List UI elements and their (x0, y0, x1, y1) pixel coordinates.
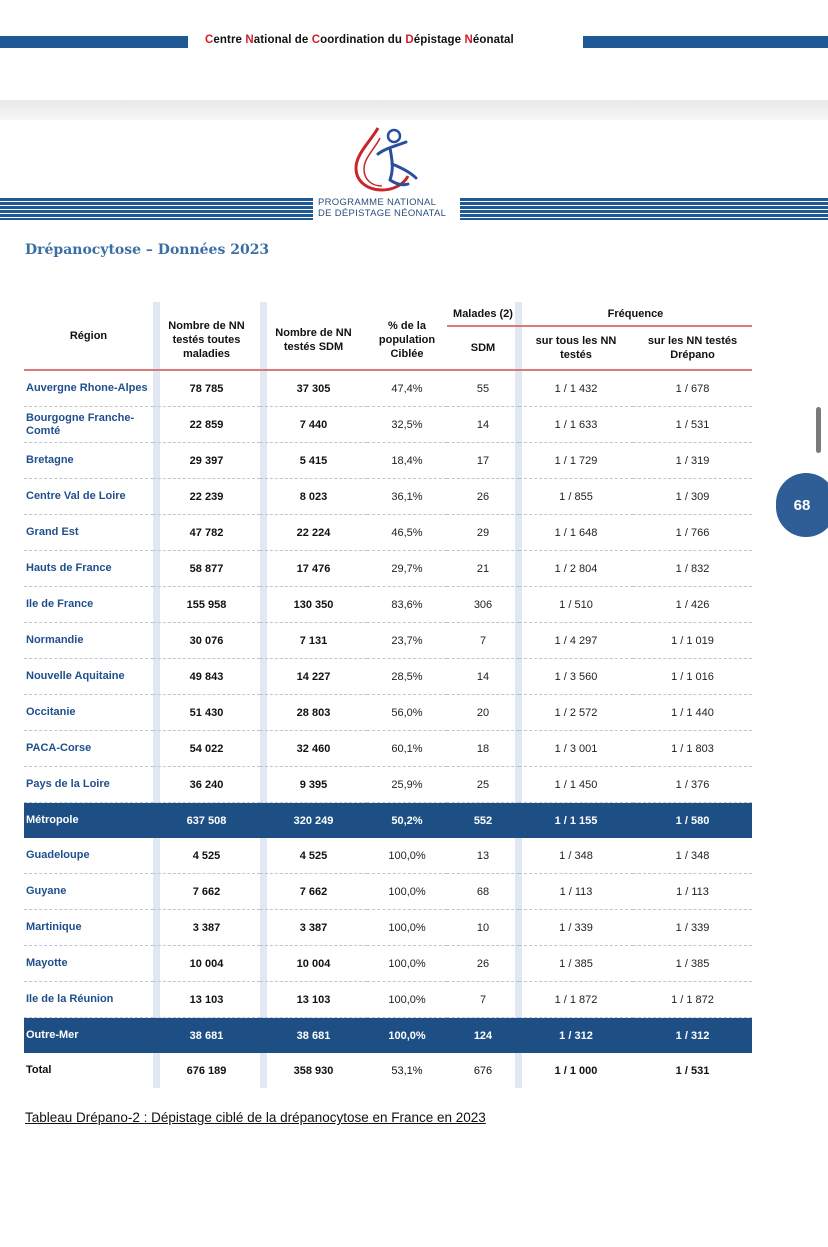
cell-nn-sdm: 5 415 (260, 443, 367, 479)
cell-freq-drep: 1 / 1 019 (633, 623, 752, 659)
cell-region: Outre-Mer (24, 1018, 153, 1054)
cell-pct: 28,5% (367, 659, 447, 695)
cell-freq-drep: 1 / 766 (633, 515, 752, 551)
cell-nn-all: 637 508 (153, 803, 260, 839)
cell-region: Guyane (24, 874, 153, 910)
header-malades-sdm: SDM (470, 342, 496, 354)
header-nn-sdm: Nombre de NN testés SDM (275, 326, 352, 353)
cell-nn-all: 30 076 (153, 623, 260, 659)
cell-region: Ile de France (24, 587, 153, 623)
cell-freq-all: 1 / 2 804 (519, 551, 633, 587)
cell-pct: 100,0% (367, 874, 447, 910)
cell-nn-all: 47 782 (153, 515, 260, 551)
cell-region: Hauts de France (24, 551, 153, 587)
cell-nn-sdm: 9 395 (260, 767, 367, 803)
cell-nn-all: 54 022 (153, 731, 260, 767)
cell-sdm: 7 (447, 982, 519, 1018)
table-row (24, 731, 752, 767)
cell-freq-drep: 1 / 580 (633, 803, 752, 839)
program-band-right (460, 198, 828, 220)
cell-freq-drep: 1 / 1 016 (633, 659, 752, 695)
cell-freq-all: 1 / 312 (519, 1018, 633, 1054)
cell-nn-all: 49 843 (153, 659, 260, 695)
cell-pct: 18,4% (367, 443, 447, 479)
cell-sdm: 17 (447, 443, 519, 479)
cell-pct: 36,1% (367, 479, 447, 515)
table-row (24, 838, 752, 874)
cell-pct: 50,2% (367, 803, 447, 839)
cell-sdm: 124 (447, 1018, 519, 1054)
header-pct: % de la population Ciblée (378, 319, 436, 360)
cell-pct: 56,0% (367, 695, 447, 731)
cell-region: PACA-Corse (24, 731, 153, 767)
cell-nn-sdm: 130 350 (260, 587, 367, 623)
subtotal-row (24, 1018, 752, 1054)
header-frequence: Fréquence (519, 302, 752, 326)
cell-nn-all: 7 662 (153, 874, 260, 910)
cell-freq-all: 1 / 3 560 (519, 659, 633, 695)
cell-pct: 60,1% (367, 731, 447, 767)
cell-freq-drep: 1 / 319 (633, 443, 752, 479)
cell-nn-all: 676 189 (186, 1064, 227, 1077)
cell-region: Normandie (24, 623, 153, 659)
cell-pct: 100,0% (367, 946, 447, 982)
header-region: Région (69, 329, 108, 342)
table-row (24, 767, 752, 803)
cell-freq-drep: 1 / 531 (633, 407, 752, 443)
cell-sdm: 676 (473, 1064, 493, 1077)
cell-freq-all: 1 / 1 633 (519, 407, 633, 443)
cell-sdm: 68 (447, 874, 519, 910)
cell-freq-all: 1 / 2 572 (519, 695, 633, 731)
cell-freq-drep: 1 / 426 (633, 587, 752, 623)
cell-freq-all: 1 / 1 729 (519, 443, 633, 479)
cell-freq-drep: 1 / 1 440 (633, 695, 752, 731)
header-bar-left (0, 36, 188, 48)
program-name-line1: PROGRAMME NATIONAL (318, 197, 437, 208)
cell-pct: 100,0% (367, 1018, 447, 1054)
cell-freq-drep: 1 / 376 (633, 767, 752, 803)
cell-freq-all: 1 / 348 (519, 838, 633, 874)
cell-nn-all: 10 004 (153, 946, 260, 982)
program-logo-icon (350, 124, 425, 194)
cell-nn-all: 38 681 (153, 1018, 260, 1054)
cell-region: Métropole (24, 803, 153, 839)
org-name: Centre National de Coordination du Dépistage Néonatal (205, 34, 514, 46)
cell-nn-sdm: 7 662 (260, 874, 367, 910)
cell-sdm: 26 (447, 479, 519, 515)
cell-sdm: 306 (447, 587, 519, 623)
data-table (24, 302, 752, 1088)
cell-nn-all: 51 430 (153, 695, 260, 731)
cell-sdm: 552 (447, 803, 519, 839)
table-row (24, 587, 752, 623)
cell-region: Martinique (24, 910, 153, 946)
cell-pct: 46,5% (367, 515, 447, 551)
cell-pct: 100,0% (367, 982, 447, 1018)
header-freq-all: sur tous les NN testés (535, 335, 617, 361)
cell-nn-all: 13 103 (153, 982, 260, 1018)
cell-pct: 25,9% (367, 767, 447, 803)
cell-freq-drep: 1 / 385 (633, 946, 752, 982)
program-name-line2: DE DÉPISTAGE NÉONATAL (318, 208, 447, 219)
cell-freq-drep: 1 / 832 (633, 551, 752, 587)
cell-freq-all: 1 / 4 297 (519, 623, 633, 659)
cell-sdm: 26 (447, 946, 519, 982)
cell-sdm: 29 (447, 515, 519, 551)
cell-region: Guadeloupe (24, 838, 153, 874)
table-row (24, 946, 752, 982)
cell-region: Occitanie (24, 695, 153, 731)
header-malades: Malades (2) (447, 302, 519, 326)
cell-freq-drep: 1 / 348 (633, 838, 752, 874)
cell-nn-sdm: 358 930 (293, 1064, 334, 1077)
cell-nn-all: 78 785 (153, 370, 260, 407)
cell-freq-drep: 1 / 113 (633, 874, 752, 910)
cell-freq-all: 1 / 113 (519, 874, 633, 910)
cell-region: Auvergne Rhone-Alpes (24, 370, 153, 407)
cell-nn-all: 22 239 (153, 479, 260, 515)
cell-nn-all: 4 525 (153, 838, 260, 874)
cell-region: Ile de la Réunion (24, 982, 153, 1018)
cell-region: Pays de la Loire (24, 767, 153, 803)
table-row (24, 982, 752, 1018)
cell-nn-sdm: 8 023 (260, 479, 367, 515)
cell-sdm: 18 (447, 731, 519, 767)
cell-nn-sdm: 4 525 (260, 838, 367, 874)
cell-region: Centre Val de Loire (24, 479, 153, 515)
cell-nn-sdm: 32 460 (260, 731, 367, 767)
cell-freq-drep: 1 / 339 (633, 910, 752, 946)
page-number-badge: 68 (776, 473, 828, 537)
header-bar-right (583, 36, 828, 48)
cell-nn-all: 36 240 (153, 767, 260, 803)
cell-nn-sdm: 7 440 (260, 407, 367, 443)
cell-freq-drep: 1 / 312 (633, 1018, 752, 1054)
cell-freq-all: 1 / 1 432 (519, 370, 633, 407)
cell-pct: 100,0% (367, 910, 447, 946)
cell-freq-all: 1 / 1 648 (519, 515, 633, 551)
cell-nn-all: 3 387 (153, 910, 260, 946)
cell-nn-all: 58 877 (153, 551, 260, 587)
table-row (24, 551, 752, 587)
data-table-wrapper (24, 302, 754, 1088)
cell-region: Bourgogne Franche-Comté (24, 407, 153, 443)
cell-sdm: 21 (447, 551, 519, 587)
table-row (24, 443, 752, 479)
cell-sdm: 13 (447, 838, 519, 874)
cell-nn-sdm: 37 305 (260, 370, 367, 407)
cell-nn-sdm: 14 227 (260, 659, 367, 695)
cell-pct: 53,1% (391, 1064, 423, 1077)
table-row (24, 370, 752, 407)
cell-freq-all: 1 / 1 000 (554, 1064, 598, 1077)
cell-nn-all: 22 859 (153, 407, 260, 443)
cell-sdm: 7 (447, 623, 519, 659)
cell-freq-all: 1 / 510 (519, 587, 633, 623)
cell-nn-sdm: 22 224 (260, 515, 367, 551)
cell-pct: 100,0% (367, 838, 447, 874)
program-band-left (0, 198, 313, 220)
cell-pct: 23,7% (367, 623, 447, 659)
cell-pct: 32,5% (367, 407, 447, 443)
cell-freq-drep: 1 / 531 (675, 1064, 710, 1077)
table-row (24, 623, 752, 659)
table-row (24, 515, 752, 551)
cell-freq-drep: 1 / 1 803 (633, 731, 752, 767)
cell-sdm: 14 (447, 659, 519, 695)
cell-sdm: 25 (447, 767, 519, 803)
cell-pct: 29,7% (367, 551, 447, 587)
cell-sdm: 10 (447, 910, 519, 946)
cell-nn-sdm: 28 803 (260, 695, 367, 731)
subtotal-row (24, 803, 752, 839)
table-row (24, 695, 752, 731)
cell-nn-sdm: 7 131 (260, 623, 367, 659)
cell-freq-drep: 1 / 1 872 (633, 982, 752, 1018)
table-caption: Tableau Drépano-2 : Dépistage ciblé de la drépanocytose en France en 2023 (25, 1110, 486, 1125)
table-row (24, 407, 752, 443)
cell-sdm: 20 (447, 695, 519, 731)
cell-freq-all: 1 / 385 (519, 946, 633, 982)
program-name (318, 197, 446, 219)
header-freq-drepano: sur les NN testés Drépano (647, 335, 738, 361)
cell-freq-all: 1 / 339 (519, 910, 633, 946)
table-row (24, 659, 752, 695)
cell-region: Bretagne (24, 443, 153, 479)
cell-freq-all: 1 / 855 (519, 479, 633, 515)
table-row (24, 874, 752, 910)
cell-freq-drep: 1 / 309 (633, 479, 752, 515)
table-row (24, 479, 752, 515)
cell-nn-all: 29 397 (153, 443, 260, 479)
cell-region: Total (26, 1064, 52, 1076)
cell-freq-all: 1 / 1 155 (519, 803, 633, 839)
table-body (24, 370, 752, 1088)
cell-nn-sdm: 10 004 (260, 946, 367, 982)
cell-region: Grand Est (24, 515, 153, 551)
cell-pct: 83,6% (367, 587, 447, 623)
scroll-indicator[interactable] (816, 407, 821, 453)
cell-sdm: 14 (447, 407, 519, 443)
cell-freq-all: 1 / 1 450 (519, 767, 633, 803)
cell-nn-sdm: 3 387 (260, 910, 367, 946)
cell-nn-sdm: 17 476 (260, 551, 367, 587)
cell-freq-drep: 1 / 678 (633, 370, 752, 407)
separator-band (0, 100, 828, 120)
cell-freq-all: 1 / 1 872 (519, 982, 633, 1018)
header-nn-all: Nombre de NN testés toutes maladies (168, 319, 245, 360)
cell-nn-sdm: 38 681 (260, 1018, 367, 1054)
total-row (24, 1053, 752, 1088)
cell-nn-sdm: 13 103 (260, 982, 367, 1018)
cell-nn-sdm: 320 249 (260, 803, 367, 839)
cell-freq-all: 1 / 3 001 (519, 731, 633, 767)
cell-sdm: 55 (447, 370, 519, 407)
cell-region: Mayotte (24, 946, 153, 982)
cell-pct: 47,4% (367, 370, 447, 407)
cell-region: Nouvelle Aquitaine (24, 659, 153, 695)
table-row (24, 910, 752, 946)
cell-nn-all: 155 958 (153, 587, 260, 623)
document-title: Drépanocytose – Données 2023 (25, 242, 270, 258)
